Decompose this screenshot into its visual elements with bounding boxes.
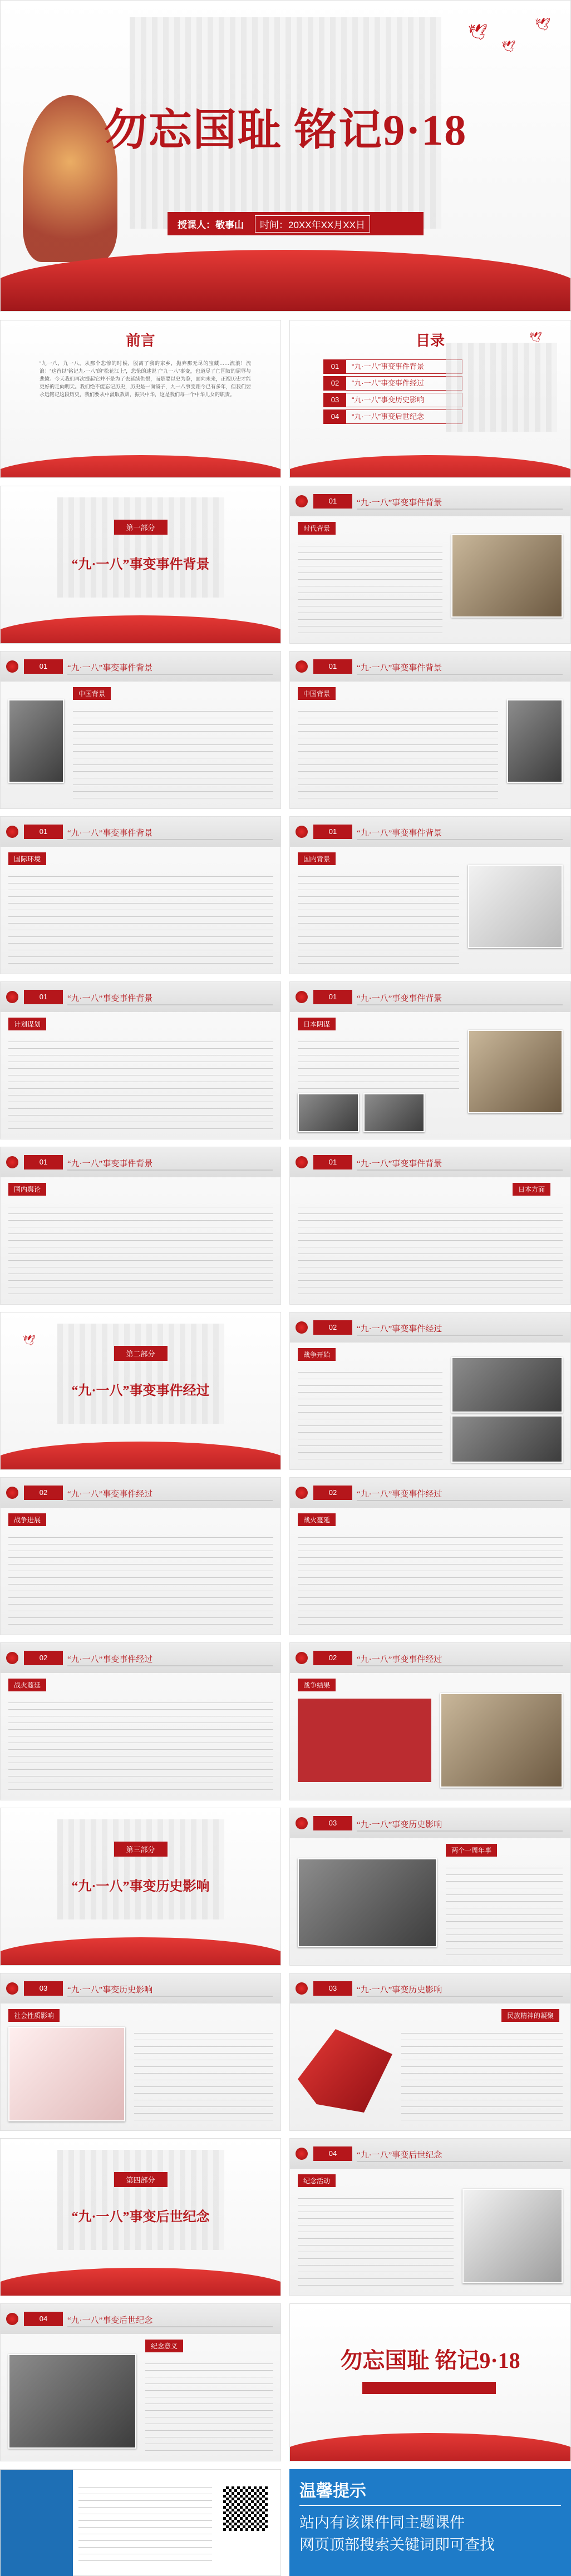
section-tag: 社会性质影响 bbox=[8, 2009, 60, 2022]
content-slide bbox=[289, 651, 571, 809]
section-tag: 中国背景 bbox=[73, 687, 111, 700]
slide-header bbox=[1, 1478, 280, 1508]
slide-header bbox=[290, 486, 570, 516]
toc-item[interactable] bbox=[323, 393, 462, 407]
body-text bbox=[145, 2357, 273, 2452]
content-slide bbox=[0, 981, 281, 1139]
body-text bbox=[73, 705, 273, 800]
body-text bbox=[298, 1366, 442, 1460]
header-title: “九·一八”事变历史影响 bbox=[357, 1820, 442, 1829]
slide-header bbox=[1, 2304, 280, 2334]
content-slide bbox=[0, 1147, 281, 1305]
slide-header bbox=[290, 982, 570, 1012]
header-title: “九·一八”事变事件背景 bbox=[357, 664, 442, 673]
body-text bbox=[8, 1201, 273, 1295]
header-rule bbox=[357, 674, 563, 675]
red-dot-icon bbox=[296, 991, 308, 1003]
header-number: 04 bbox=[313, 2146, 352, 2161]
header-rule bbox=[357, 1500, 563, 1501]
toc-item-number: 01 bbox=[324, 360, 346, 373]
slide-header bbox=[290, 817, 570, 847]
header-number: 01 bbox=[313, 494, 352, 509]
red-ribbon-wave bbox=[289, 455, 571, 478]
section-tag: 战争进展 bbox=[8, 1513, 46, 1526]
toc-item-label: “九·一八”事变历史影响 bbox=[352, 396, 424, 404]
section-slide bbox=[0, 1312, 281, 1470]
section-tag: 日本阴谋 bbox=[298, 1018, 336, 1030]
header-rule bbox=[357, 2161, 563, 2162]
red-dot-icon bbox=[296, 826, 308, 838]
content-slide bbox=[289, 1312, 571, 1470]
content-slide bbox=[0, 651, 281, 809]
highlight-box bbox=[298, 1699, 431, 1782]
header-number: 01 bbox=[313, 659, 352, 674]
header-rule bbox=[357, 839, 563, 840]
red-ribbon-wave bbox=[0, 615, 281, 644]
footer-ad-panel bbox=[0, 2469, 281, 2576]
section-tag: 战火蔓延 bbox=[298, 1513, 336, 1526]
red-dot-icon bbox=[296, 1817, 308, 1829]
bird-icon: 🕊 bbox=[535, 17, 550, 31]
toc-item-number: 03 bbox=[324, 393, 346, 407]
red-dot-icon bbox=[6, 826, 18, 838]
section-tag: 中国背景 bbox=[298, 687, 336, 700]
header-rule bbox=[67, 1500, 273, 1501]
red-dot-icon bbox=[296, 1982, 308, 1995]
red-dot-icon bbox=[6, 1982, 18, 1995]
presenter-label: 授课人：敬事山 bbox=[178, 219, 244, 230]
presenter-bar bbox=[168, 212, 424, 235]
content-slide bbox=[0, 1973, 281, 2131]
red-dot-icon bbox=[296, 1487, 308, 1499]
section-part-label: 第三部分 bbox=[114, 1842, 167, 1857]
toc-list bbox=[323, 359, 462, 424]
content-slide bbox=[289, 2138, 571, 2296]
header-rule bbox=[357, 1335, 563, 1336]
header-title: “九·一八”事变事件经过 bbox=[357, 1490, 442, 1499]
red-dot-icon bbox=[6, 2313, 18, 2325]
toc-item-label: “九·一八”事变事件经过 bbox=[352, 379, 424, 387]
body-text bbox=[298, 1201, 563, 1295]
toc-item-label: “九·一八”事变事件背景 bbox=[352, 362, 424, 371]
header-number: 01 bbox=[24, 825, 63, 839]
header-title: “九·一八”事变事件背景 bbox=[67, 994, 153, 1003]
header-rule bbox=[357, 1996, 563, 1997]
red-dot-icon bbox=[6, 991, 18, 1003]
red-dot-icon bbox=[6, 1652, 18, 1664]
section-slide bbox=[0, 486, 281, 644]
header-number: 01 bbox=[313, 1155, 352, 1169]
red-dot-icon bbox=[296, 1321, 308, 1334]
slide-header bbox=[290, 1643, 570, 1673]
map-image bbox=[451, 534, 563, 618]
body-text bbox=[298, 540, 442, 634]
header-number: 01 bbox=[313, 825, 352, 839]
notice-title: 温馨提示 bbox=[299, 2477, 561, 2506]
section-tag: 计划谋划 bbox=[8, 1018, 46, 1030]
header-number: 01 bbox=[313, 990, 352, 1004]
bird-icon: 🕊 bbox=[23, 1335, 36, 1346]
building-image bbox=[8, 2027, 125, 2121]
notice-line-2: 网页顶部搜索关键词即可查找 bbox=[299, 2536, 495, 2553]
slide-header bbox=[290, 2139, 570, 2169]
red-ribbon-wave bbox=[0, 1937, 281, 1966]
header-number: 02 bbox=[313, 1320, 352, 1335]
preface-title: 前言 bbox=[126, 333, 155, 349]
closing-title: 勿忘国耻 铭记9·18 bbox=[340, 2348, 520, 2373]
section-tag: 两个一周年事 bbox=[446, 1844, 497, 1857]
header-number: 02 bbox=[24, 1486, 63, 1500]
historic-photo bbox=[363, 1093, 425, 1132]
body-text bbox=[298, 1035, 459, 1091]
red-ribbon-wave bbox=[0, 2268, 281, 2296]
bird-icon: 🕊 bbox=[529, 332, 542, 343]
body-text bbox=[8, 1696, 273, 1791]
header-number: 03 bbox=[24, 1981, 63, 1996]
slide-header bbox=[1, 982, 280, 1012]
historic-photo bbox=[298, 1858, 437, 1947]
body-text bbox=[401, 2027, 563, 2121]
body-text bbox=[8, 1035, 273, 1130]
portrait-image bbox=[507, 699, 563, 783]
section-part-label: 第四部分 bbox=[114, 2172, 167, 2187]
section-tag: 民族精神的凝聚 bbox=[501, 2009, 559, 2022]
section-title: “九·一八”事变事件背景 bbox=[71, 557, 210, 572]
content-slide bbox=[0, 2303, 281, 2461]
slide-header bbox=[290, 1312, 570, 1343]
red-dot-icon bbox=[6, 660, 18, 673]
header-rule bbox=[67, 839, 273, 840]
section-tag: 时代背景 bbox=[298, 522, 336, 535]
body-text bbox=[298, 2192, 454, 2287]
content-slide bbox=[289, 486, 571, 644]
qr-code-icon[interactable] bbox=[223, 2486, 268, 2531]
notice-line-1: 站内有该课件同主题课件 bbox=[299, 2514, 465, 2531]
header-number: 02 bbox=[313, 1651, 352, 1665]
header-number: 02 bbox=[24, 1651, 63, 1665]
header-number: 04 bbox=[24, 2312, 63, 2326]
red-ribbon-wave bbox=[0, 1442, 281, 1470]
section-slide bbox=[0, 2138, 281, 2296]
red-dot-icon bbox=[296, 660, 308, 673]
closing-presenter-bar bbox=[362, 2382, 496, 2394]
header-title: “九·一八”事变事件背景 bbox=[357, 499, 442, 507]
header-title: “九·一八”事变事件经过 bbox=[357, 1325, 442, 1334]
section-tag: 战火蔓延 bbox=[8, 1679, 46, 1691]
body-text bbox=[8, 870, 273, 965]
header-title: “九·一八”事变事件经过 bbox=[67, 1655, 153, 1664]
preface-text: “九一八，九一八，从那个悲惨的时候，脱离了我的家乡，抛弃那无尽的宝藏……流浪！流浪！”这首以“铭记九·一八”的“松花江上”，悲怆的述说了“九一八”事变，也道尽了亡国奴的屈辱与悲愤。今天我们再次提起它并不是为了去延续仇恨，而是要以史为鉴，面向未来，正视历史才能更好的走向明天。我们绝不能忘记历史，历史是一面镜子，九一八事变距今已有多年，但我们要永远铭记这段历史，我们要从中汲取教训，振兴中华，这是我们每一个中华儿女的职责。 bbox=[40, 361, 251, 397]
header-title: “九·一八”事变事件经过 bbox=[67, 1490, 153, 1499]
monument-background bbox=[57, 1324, 224, 1424]
header-title: “九·一八”事变事件背景 bbox=[357, 829, 442, 838]
red-ribbon-wave bbox=[289, 2433, 571, 2461]
footer-ad-left bbox=[1, 2470, 73, 2576]
portrait-image bbox=[8, 699, 64, 783]
header-title: “九·一八”事变历史影响 bbox=[357, 1986, 442, 1995]
header-rule bbox=[357, 1665, 563, 1666]
historic-photo bbox=[451, 1415, 563, 1463]
header-number: 03 bbox=[313, 1981, 352, 1996]
body-text bbox=[298, 705, 498, 800]
section-tag: 国际环境 bbox=[8, 852, 46, 865]
header-rule bbox=[67, 1665, 273, 1666]
content-slide bbox=[0, 1477, 281, 1635]
header-rule bbox=[67, 2326, 273, 2327]
bird-icon: 🕊 bbox=[468, 23, 488, 41]
historic-photo bbox=[440, 1693, 563, 1788]
closing-slide bbox=[289, 2303, 571, 2461]
sculpture-image bbox=[298, 2029, 392, 2113]
monument-background bbox=[57, 1819, 224, 1919]
section-tag: 战争结果 bbox=[298, 1679, 336, 1691]
content-slide bbox=[289, 1147, 571, 1305]
notice-panel bbox=[289, 2469, 571, 2576]
header-number: 01 bbox=[24, 659, 63, 674]
map-image bbox=[468, 865, 563, 948]
section-tag: 战争开始 bbox=[298, 1348, 336, 1361]
section-part-label: 第一部分 bbox=[114, 520, 167, 535]
red-ribbon-wave bbox=[0, 455, 281, 478]
body-text bbox=[298, 870, 459, 965]
toc-item-number: 04 bbox=[324, 410, 346, 423]
monument-background bbox=[57, 2150, 224, 2250]
body-text bbox=[446, 1862, 563, 1956]
header-rule bbox=[67, 674, 273, 675]
header-rule bbox=[357, 1830, 563, 1832]
red-dot-icon bbox=[296, 495, 308, 507]
red-dot-icon bbox=[296, 1652, 308, 1664]
section-tag: 日本方面 bbox=[513, 1183, 550, 1196]
header-number: 02 bbox=[313, 1486, 352, 1500]
slide-header bbox=[1, 817, 280, 847]
section-tag: 纪念意义 bbox=[145, 2340, 183, 2352]
section-tag: 国内舆论 bbox=[8, 1183, 46, 1196]
content-slide bbox=[289, 1808, 571, 1966]
red-dot-icon bbox=[6, 1156, 18, 1168]
header-title: “九·一八”事变后世纪念 bbox=[357, 2151, 442, 2160]
body-text bbox=[134, 2027, 273, 2121]
header-title: “九·一八”事变事件背景 bbox=[357, 994, 442, 1003]
slide-header bbox=[290, 1808, 570, 1838]
header-number: 01 bbox=[24, 1155, 63, 1169]
slide-header bbox=[1, 1973, 280, 2003]
section-title: “九·一八”事变事件经过 bbox=[71, 1384, 210, 1398]
header-rule bbox=[357, 1169, 563, 1171]
section-tag: 国内背景 bbox=[298, 852, 336, 865]
section-slide bbox=[0, 1808, 281, 1966]
header-number: 03 bbox=[313, 1816, 352, 1830]
slide-header bbox=[290, 1973, 570, 2003]
slide-header bbox=[1, 1643, 280, 1673]
footer-lines bbox=[78, 2481, 212, 2564]
red-dot-icon bbox=[296, 2148, 308, 2160]
preface-slide bbox=[0, 320, 281, 478]
bird-icon: 🕊 bbox=[501, 41, 516, 53]
monument-background bbox=[57, 497, 224, 598]
slide-header bbox=[290, 652, 570, 682]
toc-item[interactable] bbox=[323, 359, 462, 374]
header-rule bbox=[67, 1996, 273, 1997]
content-slide bbox=[0, 816, 281, 974]
header-number: 01 bbox=[24, 990, 63, 1004]
red-dot-icon bbox=[296, 1156, 308, 1168]
content-slide bbox=[289, 816, 571, 974]
toc-item-number: 02 bbox=[324, 377, 346, 390]
red-dot-icon bbox=[6, 1487, 18, 1499]
section-part-label: 第二部分 bbox=[114, 1346, 167, 1361]
section-tag: 纪念活动 bbox=[298, 2174, 336, 2187]
content-slide bbox=[289, 1973, 571, 2131]
toc-item-label: “九·一八”事变后世纪念 bbox=[352, 412, 424, 421]
header-rule bbox=[357, 509, 563, 510]
toc-title: 目录 bbox=[415, 333, 445, 349]
toc-item[interactable] bbox=[323, 376, 462, 391]
monument-background bbox=[446, 343, 557, 432]
historic-photo bbox=[298, 1093, 359, 1132]
content-slide bbox=[289, 1477, 571, 1635]
time-label: 时间：20XX年XX月XX日 bbox=[255, 215, 370, 233]
historic-photo bbox=[468, 1030, 563, 1113]
body-text bbox=[8, 1531, 273, 1626]
monument-photo bbox=[462, 2189, 563, 2283]
header-title: “九·一八”事变历史影响 bbox=[67, 1986, 153, 1995]
historic-photo bbox=[451, 1357, 563, 1413]
content-slide bbox=[289, 981, 571, 1139]
slide-header bbox=[290, 1147, 570, 1177]
cover-title: 勿忘国耻 铭记9·18 bbox=[104, 106, 467, 154]
header-title: “九·一八”事变事件背景 bbox=[357, 1159, 442, 1168]
historic-photo bbox=[8, 2354, 136, 2449]
section-title: “九·一八”事变后世纪念 bbox=[71, 2210, 210, 2224]
header-title: “九·一八”事变后世纪念 bbox=[67, 2316, 153, 2325]
section-title: “九·一八”事变历史影响 bbox=[71, 1879, 210, 1894]
cover-slide bbox=[0, 0, 571, 312]
toc-slide bbox=[289, 320, 571, 478]
header-rule bbox=[357, 1004, 563, 1005]
header-title: “九·一八”事变事件背景 bbox=[67, 829, 153, 838]
header-title: “九·一八”事变事件背景 bbox=[67, 664, 153, 673]
content-slide bbox=[0, 1642, 281, 1800]
header-rule bbox=[67, 1004, 273, 1005]
slide-header bbox=[1, 1147, 280, 1177]
content-slide bbox=[289, 1642, 571, 1800]
slide-header bbox=[1, 652, 280, 682]
body-text bbox=[298, 1531, 563, 1626]
header-title: “九·一八”事变事件背景 bbox=[67, 1159, 153, 1168]
slide-header bbox=[290, 1478, 570, 1508]
header-title: “九·一八”事变事件经过 bbox=[357, 1655, 442, 1664]
header-rule bbox=[67, 1169, 273, 1171]
toc-item[interactable] bbox=[323, 409, 462, 424]
